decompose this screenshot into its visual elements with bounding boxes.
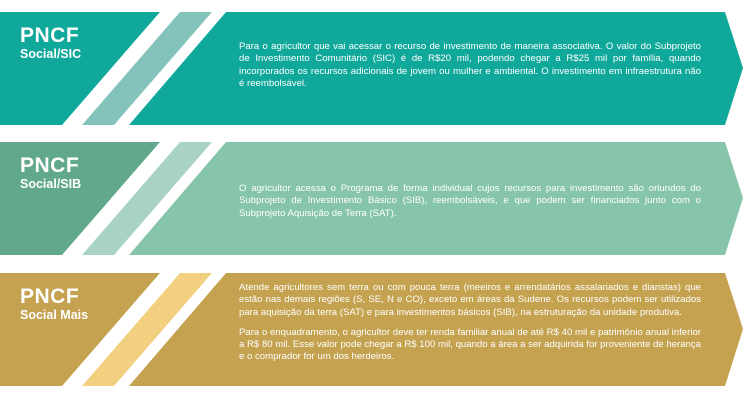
band-social-mais (0, 273, 748, 386)
band-mais-description (239, 282, 701, 364)
band-sib-description (239, 183, 701, 220)
band-sic-label (20, 25, 81, 62)
band-sic-description (239, 41, 701, 90)
band-sib-subtitle: Social/SIB (20, 177, 82, 191)
band-mais-paragraph-2: Para o enquadramento, o agricultor deve ter renda familiar anual de até R$ 40 mil e patrimônio anual inferior a R$ 80 mil. Esse valor pode chegar a R$ 100 mil, quando a área a ser adquirida for proveniente de herança e o comprador for um dos herdeiros. (239, 326, 701, 363)
band-social-sic (0, 12, 748, 125)
band-mais-label (20, 286, 88, 323)
band-sic-title: PNCF (20, 24, 80, 47)
band-sic-subtitle: Social/SIC (20, 47, 82, 61)
band-sib-label (20, 155, 81, 192)
band-mais-title: PNCF (20, 285, 80, 308)
band-social-sib (0, 142, 748, 255)
band-mais-subtitle: Social Mais (20, 308, 89, 322)
band-sib-paragraph: O agricultor acessa o Programa de forma individual cujos recursos para investimento são oriundos do Subprojeto de Investimento Básico (SIB), reembolsáveis, e que podem ser financiados junto com o Subprojeto Aquisição de Terra (SAT). (239, 183, 701, 219)
band-sib-title: PNCF (20, 154, 80, 177)
band-sic-paragraph: Para o agricultor que vai acessar o recurso de investimento de maneira associativa. O valor do Subprojeto de Investimento Comunitário (SIC) é de R$20 mil, podendo chegar a R$25 mil por família, quando incorporados os recursos adicionais de jovem ou mulher e ambiental. O investimento em infraestrutura não é reembolsável. (239, 41, 701, 89)
band-mais-paragraph-1: Atende agricultores sem terra ou com pouca terra (meeiros e arrendatários assalariados e diaristas) que estão nas demais regiões (S, SE, N e CO), exceto em áreas da Sudene. Os recursos podem ser utilizados para aquisição da terra (SAT) e para investimentos básicos (SIB), na estruturação da unidade produtiva. (239, 282, 701, 318)
